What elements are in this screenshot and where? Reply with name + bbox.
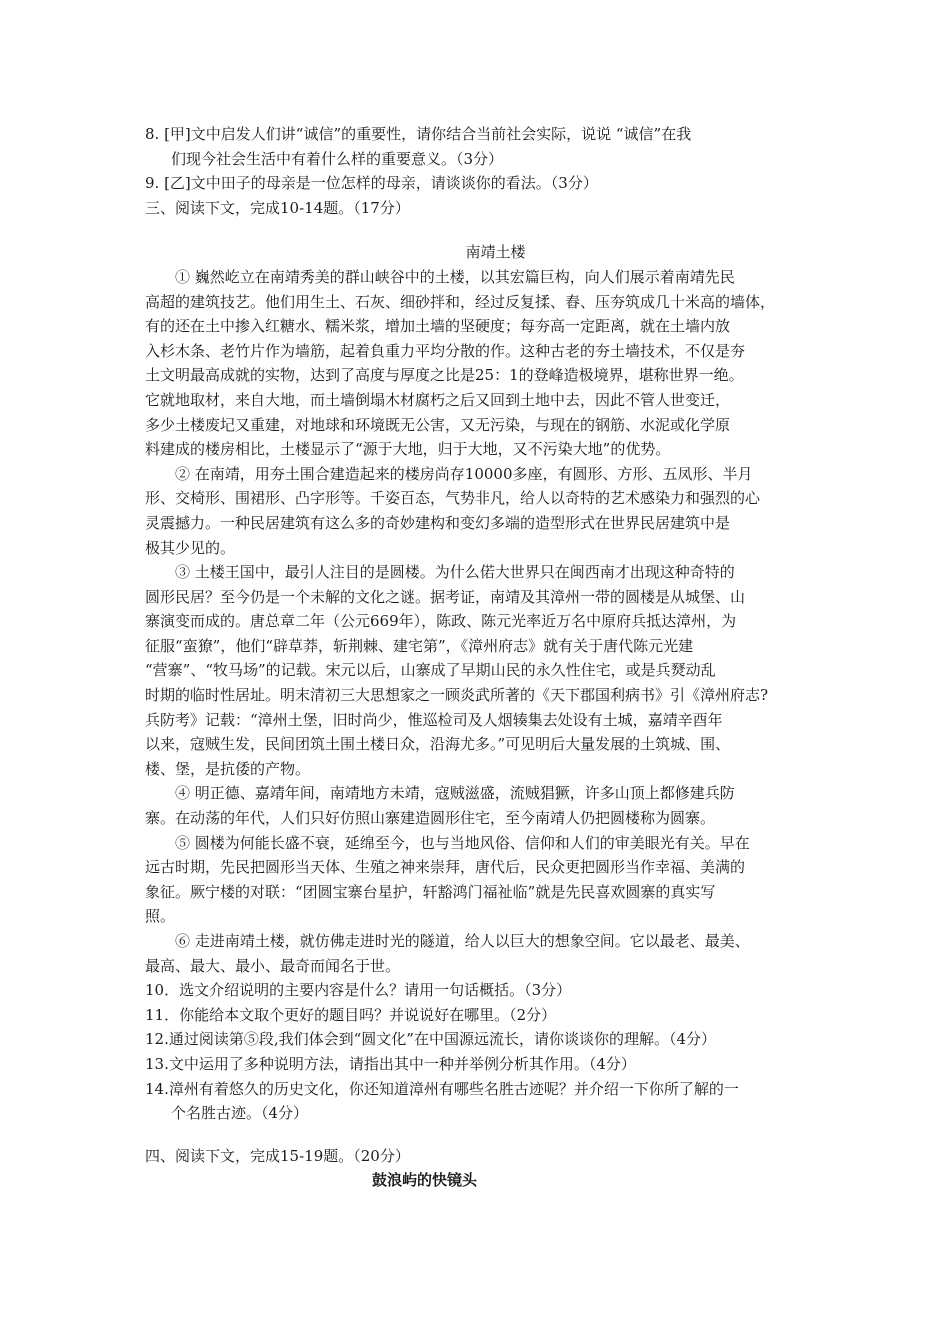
paragraph-line: 最高、最大、最小、最奇而闻名于世。 <box>145 956 401 975</box>
paragraph-line: 以来，寇贼生发，民间团筑土围土楼日众，沿海尤多。”可见明后大量发展的土筑城、围、 <box>145 735 731 754</box>
spacer <box>145 1126 810 1144</box>
paragraph-line: 兵防考》记载：“漳州土堡，旧时尚少，惟巡检司及人烟辏集去处设有土城，嘉靖辛酉年 <box>145 710 723 729</box>
section-4-heading: 四、阅读下文，完成15-19题。（20分） <box>145 1146 410 1165</box>
paragraph-line: 圆形民居？至今仍是一个未解的文化之谜。据考证，南靖及其漳州一带的圆楼是从城堡、山 <box>145 587 746 606</box>
paragraph-line: 征服“蛮獠”，他们“辟草莽，斩荆棘、建宅第”，《漳州府志》就有关于唐代陈元光建 <box>145 636 694 655</box>
paragraph-line: 时期的临时性居址。明末清初三大思想家之一顾炎武所著的《天下郡国利病书》引《漳州府志? <box>145 686 769 705</box>
paragraph-line: ③ 土楼王国中，最引人注目的是圆楼。为什么偌大世界只在闽西南才出现这种奇特的 <box>175 563 735 582</box>
question-9: 9. [乙]文中田子的母亲是一位怎样的母亲，请谈谈你的看法。（3分） <box>145 174 598 193</box>
paragraph-line: 有的还在土中掺入红糖水、糯米浆，增加土墙的坚硬度；每夯高一定距离，就在土墙内放 <box>145 317 731 336</box>
paragraph-line: 土文明最高成就的实物，达到了高度与厚度之比是25：1的登峰造极境界，堪称世界一绝。 <box>145 366 744 385</box>
paragraph-line: 寨。在动荡的年代，人们只好仿照山寨建造圆形住宅，至今南靖人仍把圆楼称为圆寨。 <box>145 809 716 828</box>
paragraph-line: ② 在南靖，用夯土围合建造起来的楼房尚存10000多座，有圆形、方形、五凤形、半月 <box>175 464 753 483</box>
exam-page <box>145 122 810 1193</box>
question-10: 10．选文介绍说明的主要内容是什么？请用一句话概括。（3分） <box>145 981 572 1000</box>
paragraph-line: 照。 <box>145 907 176 926</box>
section-3-heading: 三、阅读下文，完成10-14题。（17分） <box>145 198 410 217</box>
question-14-line-2: 个名胜古迹。（4分） <box>171 1104 309 1123</box>
paragraph-line: ⑤ 圆楼为何能长盛不衰，延绵至今，也与当地风俗、信仰和人们的审美眼光有关。早在 <box>175 833 750 852</box>
paragraph-line: ④ 明正德、嘉靖年间，南靖地方未靖，寇贼滋盛，流贼猖獗，许多山顶上都修建兵防 <box>175 784 735 803</box>
paragraph-line: 入杉木条、老竹片作为墙筋，起着負重力平均分散的作。这种古老的夯土墙技术，不仅是夯 <box>145 341 746 360</box>
paragraph-1 <box>145 265 810 462</box>
paragraph-2 <box>145 462 810 560</box>
paragraph-line: 寨演变而成的。唐总章二年（公元669年），陈政、陈元光率近万名中原府兵抵达漳州，为 <box>145 612 737 631</box>
paragraph-line: 料建成的楼房相比，土楼显示了“源于大地，归于大地，又不污染大地”的优势。 <box>145 440 671 459</box>
paragraph-3 <box>145 560 810 781</box>
paragraph-4 <box>145 781 810 830</box>
paragraph-line: 远古时期，先民把圆形当天体、生殖之神来崇拜，唐代后，民众更把圆形当作幸福、美满的 <box>145 858 746 877</box>
paragraph-line: 象征。厥宁楼的对联：“团圆宝寨台星护，轩豁鸿门福祉临”就是先民喜欢圆寨的真实写 <box>145 882 716 901</box>
paragraph-line: 形、交椅形、围裙形、凸字形等。千姿百态，气势非凡，给人以奇特的艺术感染力和强烈的心 <box>145 489 761 508</box>
paragraph-line: 它就地取材，来自大地，而土墙倒塌木材腐朽之后又回到土地中去，因此不管人世变迁， <box>145 390 731 409</box>
paragraph-line: ⑥ 走进南靖土楼，就仿佛走进时光的隧道，给人以巨大的想象空间。它以最老、最美、 <box>175 932 750 950</box>
spacer <box>145 220 810 240</box>
question-8-line-1: 8. [甲]文中启发人们讲“诚信”的重要性，请你结合当前社会实际，说说 “诚信”在我 <box>145 125 692 143</box>
question-12: 12.通过阅读第⑤段,我们体会到“圆文化”在中国源远流长，请你谈谈你的理解。（4分） <box>145 1030 717 1049</box>
paragraph-5 <box>145 831 810 929</box>
article-2-title: 鼓浪屿的快镜头 <box>372 1171 478 1190</box>
article-1-title: 南靖土楼 <box>465 243 526 262</box>
question-8-line-2: 们现今社会生活中有着什么样的重要意义。（3分） <box>171 149 504 168</box>
paragraph-6 <box>145 929 810 978</box>
paragraph-line: 楼、堡，是抗倭的产物。 <box>145 759 311 778</box>
paragraph-line: 高超的建筑技艺。他们用生土、石灰、细砂拌和，经过反复揉、舂、压夯筑成几十米高的墙体， <box>145 292 776 311</box>
paragraph-line: 极其少见的。 <box>145 538 236 557</box>
question-14-line-1: 14.漳州有着悠久的历史文化，你还知道漳州有哪些名胜古迹呢？并介绍一下你所了解的一 <box>145 1079 739 1098</box>
paragraph-line: ① 巍然屹立在南靖秀美的群山峡谷中的土楼，以其宏篇巨构，向人们展示着南靖先民 <box>175 267 735 286</box>
paragraph-line: 多少土楼废圮又重建，对地球和环境既无公害，又无污染，与现在的钢筋、水泥或化学原 <box>145 415 731 434</box>
question-13: 13.文中运用了多种说明方法，请指出其中一种并举例分析其作用。（4分） <box>145 1054 636 1073</box>
paragraph-line: “营寨”、“牧马场”的记载。宋元以后，山寨成了早期山民的永久性住宅，或是兵燹动乱 <box>145 661 716 680</box>
paragraph-line: 灵震撼力。一种民居建筑有这么多的奇妙建构和变幻多端的造型形式在世界民居建筑中是 <box>145 513 731 532</box>
question-11: 11．你能给本文取个更好的题目吗？并说说好在哪里。（2分） <box>145 1005 557 1024</box>
